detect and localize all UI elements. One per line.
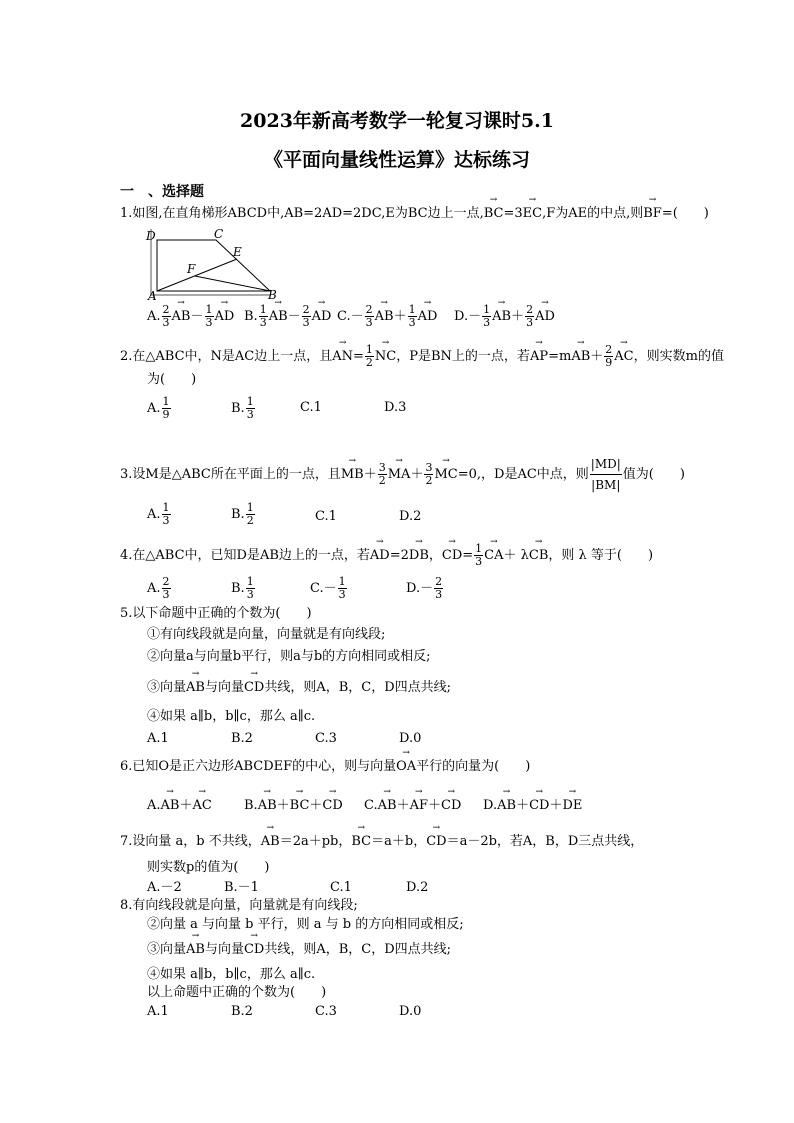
denominator: 2	[425, 474, 433, 487]
fraction	[482, 304, 491, 329]
fraction	[338, 576, 347, 601]
numerator: 1	[259, 303, 267, 316]
option-letter: A.	[147, 507, 161, 522]
option-letter: A.	[147, 309, 161, 324]
vector-cd: → CD	[244, 680, 264, 696]
vector-ad: → AD	[370, 548, 390, 564]
question-7-line2: 则实数p的值为( )	[147, 860, 270, 875]
vector-cd: → CD	[244, 942, 264, 958]
q5-statement-2: ②向量a与向量b平行，则a与b的方向相同或相反;	[147, 649, 431, 664]
operator: ＋	[428, 798, 442, 813]
option-letter: A.	[147, 401, 161, 416]
vector-an: → AN	[332, 349, 353, 365]
fraction	[162, 502, 171, 527]
operator: ＋	[549, 798, 563, 813]
fraction	[378, 462, 387, 487]
q5-option-d[interactable]: D.0	[399, 731, 422, 746]
q3-text: 3.设M是△ABC所在平面上的一点，且	[120, 467, 341, 482]
q6-option-b[interactable]	[244, 798, 343, 814]
fraction	[162, 576, 171, 601]
q1-option-c[interactable]	[337, 304, 437, 329]
operator: ＋	[590, 349, 604, 364]
operator: ＋	[309, 798, 323, 813]
vector-ab: → AB	[186, 942, 205, 958]
vector-mb: → MB	[341, 467, 364, 483]
option-letter: B.	[231, 401, 245, 416]
q8-question: 以上命题中正确的个数为( )	[147, 985, 327, 1000]
text: ＝a＋b，	[371, 834, 427, 849]
option-letter: B.	[244, 309, 258, 324]
fraction	[365, 344, 374, 369]
text: 共线，则A，B，C，D四点共线;	[264, 680, 452, 695]
fraction	[424, 462, 433, 487]
segment-ae	[157, 259, 237, 291]
vector: → AD	[215, 309, 235, 325]
denominator: 2	[378, 474, 386, 487]
vector: → AD	[418, 309, 438, 325]
q4-text: 4.在△ABC中，已知D是AB边上的一点，若	[120, 548, 370, 563]
denominator: 3	[205, 316, 213, 329]
q4-text-end: ，则 λ 等于( )	[548, 548, 654, 563]
operator: ＋	[393, 309, 407, 324]
option-letter: D.	[483, 798, 498, 813]
option-letter: A.	[147, 581, 161, 596]
numerator: 1	[483, 303, 491, 316]
operator: ＋	[396, 798, 410, 813]
numerator: 1	[246, 575, 254, 588]
fraction	[246, 502, 255, 527]
vector-ac: → AC	[614, 349, 633, 365]
q3-text-mid: =0,，D是AC中点，则	[457, 467, 589, 482]
q2-text-mid: ，P是BN上的一点，若	[396, 349, 530, 364]
q3-option-d[interactable]: D.2	[399, 509, 422, 524]
q6-option-d[interactable]	[483, 798, 582, 814]
numerator: 1	[338, 575, 346, 588]
label-b: B	[268, 288, 277, 302]
q2-option-c[interactable]: C.1	[300, 400, 322, 415]
text: ③向量	[147, 680, 187, 695]
trapezoid-abcd	[157, 240, 270, 291]
denominator: 3	[365, 316, 373, 329]
vector-ec: → EC	[523, 206, 542, 222]
vector: → BC	[290, 798, 310, 814]
operator: ＋	[516, 798, 530, 813]
vector: → AB	[161, 798, 180, 814]
q1-text-mid: =3	[503, 206, 523, 221]
fraction	[525, 304, 534, 329]
denominator: 3	[162, 316, 170, 329]
denominator: 3	[246, 588, 254, 601]
fraction	[434, 576, 443, 601]
option-letter: A.	[147, 798, 161, 813]
page-subtitle: 《平面向量线性运算》达标练习	[263, 149, 530, 171]
question-2-line2: 为( )	[147, 372, 197, 387]
vector-ab: → AB	[571, 349, 590, 365]
numerator: 2	[162, 303, 170, 316]
q6-option-a[interactable]	[147, 798, 212, 814]
numerator: 3	[425, 461, 433, 474]
numerator: 1	[408, 303, 416, 316]
q2-option-b[interactable]	[231, 396, 256, 421]
q4-option-a[interactable]	[147, 576, 172, 601]
numerator: 1	[162, 395, 170, 408]
vector-oa: → OA	[396, 759, 416, 775]
vector-nc: → NC	[375, 349, 396, 365]
option-letter: C.－	[310, 581, 337, 596]
question-7-stem	[120, 834, 643, 850]
numerator: 2	[526, 303, 534, 316]
q8-option-a[interactable]: A.1	[147, 1004, 169, 1019]
question-3-stem	[120, 454, 685, 495]
numerator: 1	[246, 395, 254, 408]
question-4-stem	[120, 543, 653, 568]
q1-option-d[interactable]	[454, 304, 555, 329]
denominator: 3	[475, 555, 483, 568]
q5-option-b[interactable]: B.2	[231, 731, 253, 746]
q8-option-c[interactable]: C.3	[315, 1004, 337, 1019]
q1-option-b[interactable]	[244, 304, 331, 329]
q3-option-c[interactable]: C.1	[315, 509, 337, 524]
vector-cd: → CD	[442, 548, 462, 564]
fraction	[302, 304, 311, 329]
denominator: 2	[365, 356, 373, 369]
numerator: 1	[162, 501, 170, 514]
operator: －	[287, 309, 301, 324]
numerator: |MD|	[590, 454, 622, 475]
q5-option-a[interactable]: A.1	[147, 731, 169, 746]
option-letter: D.－	[454, 309, 482, 324]
vector: → AD	[312, 309, 332, 325]
q5-statement-4: ④如果 a∥b，b∥c，那么 a∥c.	[147, 709, 316, 724]
q7-option-c[interactable]: C.1	[330, 880, 352, 895]
vector: → AF	[410, 798, 428, 814]
vector-ca: → CA	[484, 548, 503, 564]
numerator: 2	[162, 575, 170, 588]
q8-option-b[interactable]: B.2	[231, 1004, 253, 1019]
q4-option-b[interactable]	[231, 576, 256, 601]
numerator: 2	[365, 303, 373, 316]
vector-cd: → CD	[426, 834, 446, 850]
question-2-stem	[120, 344, 724, 369]
q8-option-d[interactable]: D.0	[399, 1004, 422, 1019]
vector: → AB	[378, 798, 397, 814]
vector-bc: → BC	[484, 206, 504, 222]
section-heading: 一 、选择题	[120, 184, 204, 200]
numerator: 2	[302, 303, 310, 316]
text: 6.已知O是正六边形ABCDEF的中心，则与向量	[120, 759, 397, 774]
ratio-fraction	[590, 454, 622, 495]
q1-text: 1.如图,在直角梯形ABCD中,AB=2AD=2DC,E为BC边上一点,	[120, 206, 484, 221]
text: ＝2a＋pb，	[279, 834, 352, 849]
operator: ＋	[511, 309, 525, 324]
option-letter: B.	[244, 798, 258, 813]
numerator: 1	[475, 542, 483, 555]
vector: → AB	[497, 798, 516, 814]
vector-bc: → BC	[351, 834, 371, 850]
vector-ap: → AP	[530, 349, 548, 365]
vector-cb: → CB	[529, 548, 549, 564]
operator: －	[190, 309, 204, 324]
vector: → AC	[193, 798, 212, 814]
numerator: 1	[365, 343, 373, 356]
vector-ab: → AB	[261, 834, 280, 850]
denominator: 3	[483, 316, 491, 329]
q6-option-c[interactable]	[364, 798, 461, 814]
q5-option-c[interactable]: C.3	[315, 731, 337, 746]
q3-option-a[interactable]	[147, 502, 172, 527]
equals: =	[462, 548, 474, 563]
fraction	[365, 304, 374, 329]
page-title: 2023年新高考数学一轮复习课时5.1	[240, 110, 554, 132]
vector: → CD	[441, 798, 461, 814]
q8-statement-3	[147, 942, 451, 958]
q5-statement-3	[147, 680, 451, 696]
q5-statement-1: ①有向线段就是向量，向量就是有向线段;	[147, 627, 386, 642]
segment-bf	[195, 276, 270, 291]
vector: → AB	[375, 309, 394, 325]
q2-text-mid2: =m	[548, 349, 572, 364]
label-a: A	[148, 289, 157, 302]
q7-option-d[interactable]: D.2	[406, 880, 429, 895]
fraction	[246, 576, 255, 601]
option-letter: B.	[231, 581, 245, 596]
comma: ，	[428, 548, 442, 563]
fraction	[162, 396, 171, 421]
denominator: 3	[338, 588, 346, 601]
numerator: 3	[378, 461, 386, 474]
trapezoid-figure	[145, 226, 290, 302]
vector: → AB	[492, 309, 511, 325]
q7-option-a[interactable]: A.－2	[147, 880, 182, 895]
q8-statement-2: ②向量 a 与向量 b 平行，则 a 与 b 的方向相同或相反;	[147, 917, 464, 932]
question-5-stem: 5.以下命题中正确的个数为( )	[120, 606, 312, 621]
fraction	[259, 304, 268, 329]
q3-text-end: 值为( )	[622, 467, 685, 482]
q8-statement-4: ④如果 a∥b，b∥c，那么 a∥c.	[147, 967, 316, 982]
denominator: 3	[162, 588, 170, 601]
label-d: D	[146, 229, 156, 243]
numerator: 2	[605, 343, 613, 356]
q2-option-a[interactable]	[147, 396, 172, 421]
fraction	[205, 304, 214, 329]
label-f: F	[187, 262, 196, 276]
option-letter: B.	[231, 507, 245, 522]
q2-option-d[interactable]: D.3	[384, 400, 407, 415]
vector: → AD	[535, 309, 555, 325]
q1-text-mid2: ,F为AE的中点,则	[542, 206, 644, 221]
denominator: 3	[246, 408, 254, 421]
denominator: 3	[162, 514, 170, 527]
q4-option-d[interactable]	[406, 576, 444, 601]
text: 与向量	[204, 942, 244, 957]
fraction	[604, 344, 613, 369]
text: ＝a－2b，若A，B，D三点共线，	[446, 834, 644, 849]
denominator: 3	[526, 316, 534, 329]
operator: ＋	[179, 798, 193, 813]
text: 平行的向量为( )	[416, 759, 531, 774]
q2-text: 2.在△ABC中，N是AC边上一点，且	[120, 349, 333, 364]
operator: ＋	[363, 467, 377, 482]
denominator: 3	[435, 588, 443, 601]
q3-option-b[interactable]	[231, 502, 256, 527]
text: 与向量	[204, 680, 244, 695]
vector-mc: → MC	[434, 467, 457, 483]
vector: → CD	[322, 798, 342, 814]
equals: =	[353, 349, 364, 364]
denominator: 9	[605, 356, 613, 369]
fraction	[162, 304, 171, 329]
label-c: C	[214, 227, 224, 241]
operator: ＋	[410, 467, 424, 482]
label-e: E	[233, 245, 242, 259]
option-letter: C.－	[337, 309, 364, 324]
q7-option-b[interactable]: B.－1	[224, 880, 259, 895]
question-1-stem	[120, 206, 709, 222]
denominator: 9	[162, 408, 170, 421]
numerator: 1	[205, 303, 213, 316]
vector: → DE	[562, 798, 582, 814]
vector-bf: → BF	[643, 206, 662, 222]
option-letter: D.－	[406, 581, 434, 596]
vector: → AB	[172, 309, 191, 325]
vector: → AB	[258, 798, 277, 814]
fraction	[408, 304, 417, 329]
fraction	[246, 396, 255, 421]
denominator: 3	[302, 316, 310, 329]
vector-ma: → MA	[388, 467, 411, 483]
vector-ab: → AB	[186, 680, 205, 696]
q1-text-end: =( )	[661, 206, 709, 221]
q1-option-a[interactable]	[147, 304, 234, 329]
vector: → CD	[529, 798, 549, 814]
operator: ＋ λ	[503, 548, 529, 563]
numerator: 2	[435, 575, 443, 588]
text: ③向量	[147, 942, 187, 957]
operator: ＋	[276, 798, 290, 813]
denominator: |BM|	[591, 478, 621, 492]
denominator: 2	[246, 514, 254, 527]
vector: → AB	[269, 309, 288, 325]
fraction	[474, 543, 483, 568]
equals: =2	[389, 548, 409, 563]
vector-db: → DB	[409, 548, 429, 564]
q4-option-c[interactable]	[310, 576, 348, 601]
text: 共线，则A，B，C，D四点共线;	[264, 942, 452, 957]
question-6-stem	[120, 759, 530, 775]
denominator: 3	[408, 316, 416, 329]
question-8-stem: 8.有向线段就是向量，向量就是有向线段;	[120, 898, 358, 913]
q2-text-end: ，则实数m的值	[633, 349, 724, 364]
text: 7.设向量 a，b 不共线，	[120, 834, 261, 849]
denominator: 3	[259, 316, 267, 329]
option-letter: C.	[364, 798, 378, 813]
numerator: 1	[246, 501, 254, 514]
